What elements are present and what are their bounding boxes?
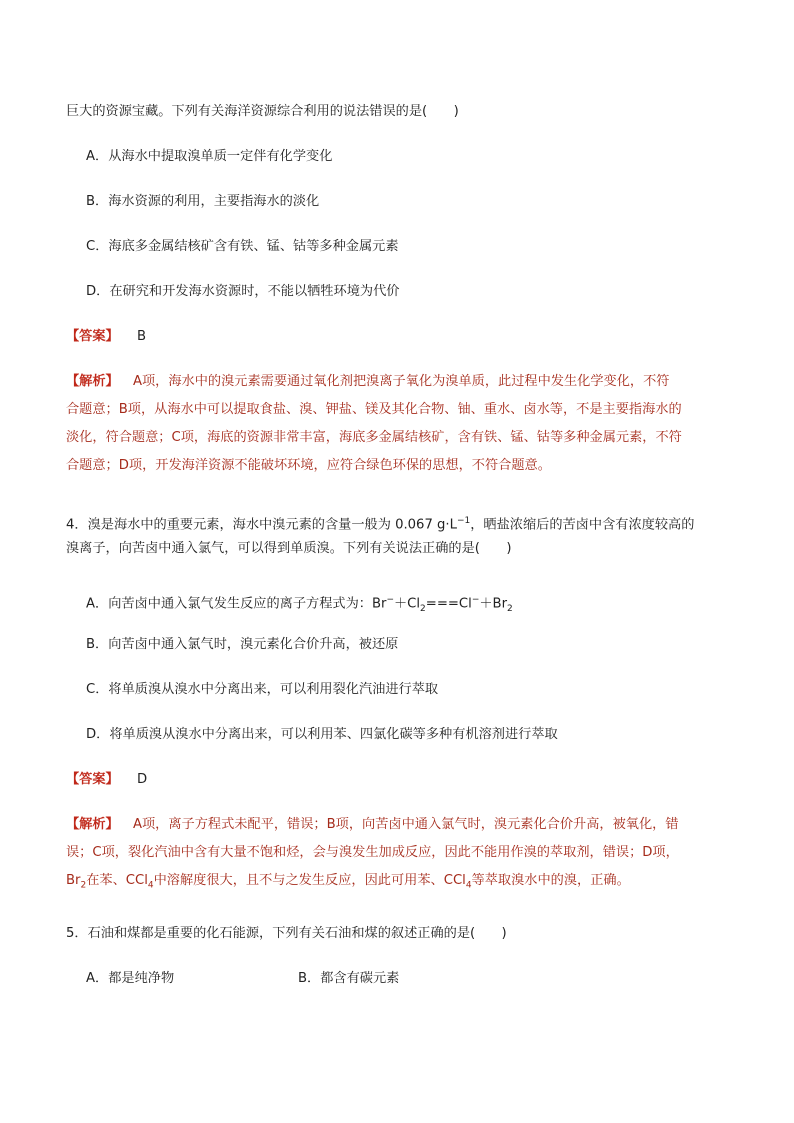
q5-option-b: B．都含有碳元素 <box>298 971 400 986</box>
q5-stem: 5．石油和煤都是重要的化石能源，下列有关石油和煤的叙述正确的是( ) <box>66 926 507 941</box>
answer-value: B <box>136 329 147 344</box>
q4-explanation-line-1: 【解析】 A项，离子方程式未配平，错误；B项，向苦卤中通入氯气时，溴元素化合价升高，被氧化，错 <box>66 817 679 832</box>
q4-option-a: A．向苦卤中通入氯气发生反应的离子方程式为：$Br^-+Cl_2===Cl^-+Br_2$ <box>86 595 513 615</box>
explanation-tag: 【解析】 <box>66 374 119 389</box>
explanation-tag: 【解析】 <box>66 817 119 832</box>
q4-option-c: C．将单质溴从溴水中分离出来，可以利用裂化汽油进行萃取 <box>86 682 439 697</box>
q3-stem: 巨大的资源宝藏。下列有关海洋资源综合利用的说法错误的是( ) <box>66 104 459 119</box>
answer-value: D <box>136 772 148 787</box>
q3-option-d: D．在研究和开发海水资源时，不能以牺牲环境为代价 <box>86 284 400 299</box>
answer-tag: 【答案】 <box>66 329 119 344</box>
q4-answer-row <box>66 770 147 790</box>
q3-option-c: C．海底多金属结核矿含有铁、锰、钴等多种金属元素 <box>86 239 399 254</box>
q4-stem-line-2: 溴离子，向苦卤中通入氯气，可以得到单质溴。下列有关说法正确的是( ) <box>66 541 512 556</box>
q3-explanation-line-3: 淡化，符合题意；C项，海底的资源非常丰富，海底多金属结核矿，含有铁、锰、钴等多种金属元素，不符 <box>66 430 682 445</box>
q3-explanation-line-2: 合题意；B项，从海水中可以提取食盐、溴、钾盐、镁及其化合物、铀、重水、卤水等，不是主要指海水的 <box>66 402 682 417</box>
q3-explanation-line-4: 合题意；D项，开发海洋资源不能破坏环境，应符合绿色环保的思想，不符合题意。 <box>66 458 551 473</box>
q4-stem-line-1: 4．溴是海水中的重要元素，海水中溴元素的含量一般为 0.067 $g\cdot L^{-1}$，晒盐浓缩后的苦卤中含有浓度较高的 <box>66 516 695 533</box>
q3-option-a: A．从海水中提取溴单质一定伴有化学变化 <box>86 149 333 164</box>
q3-answer-row <box>66 327 146 347</box>
q4-option-d: D．将单质溴从溴水中分离出来，可以利用苯、四氯化碳等多种有机溶剂进行萃取 <box>86 727 558 742</box>
q5-option-a: A．都是纯净物 <box>86 971 175 986</box>
q4-explanation-line-3: $Br_2$在苯、CCl$_4$中溶解度很大，且不与之发生反应，因此可用苯、CCl$_4$等萃取溴水中的溴，正确。 <box>66 873 630 891</box>
q3-option-b: B．海水资源的利用，主要指海水的淡化 <box>86 194 320 209</box>
q4-explanation-line-2: 误；C项，裂化汽油中含有大量不饱和烃，会与溴发生加成反应，因此不能用作溴的萃取剂，错误；D项， <box>66 845 679 860</box>
q4-option-b: B．向苦卤中通入氯气时，溴元素化合价升高，被还原 <box>86 637 399 652</box>
answer-tag: 【答案】 <box>66 772 119 787</box>
q3-explanation-line-1: 【解析】 A项，海水中的溴元素需要通过氧化剂把溴离子氧化为溴单质，此过程中发生化学变化，不符 <box>66 374 670 389</box>
